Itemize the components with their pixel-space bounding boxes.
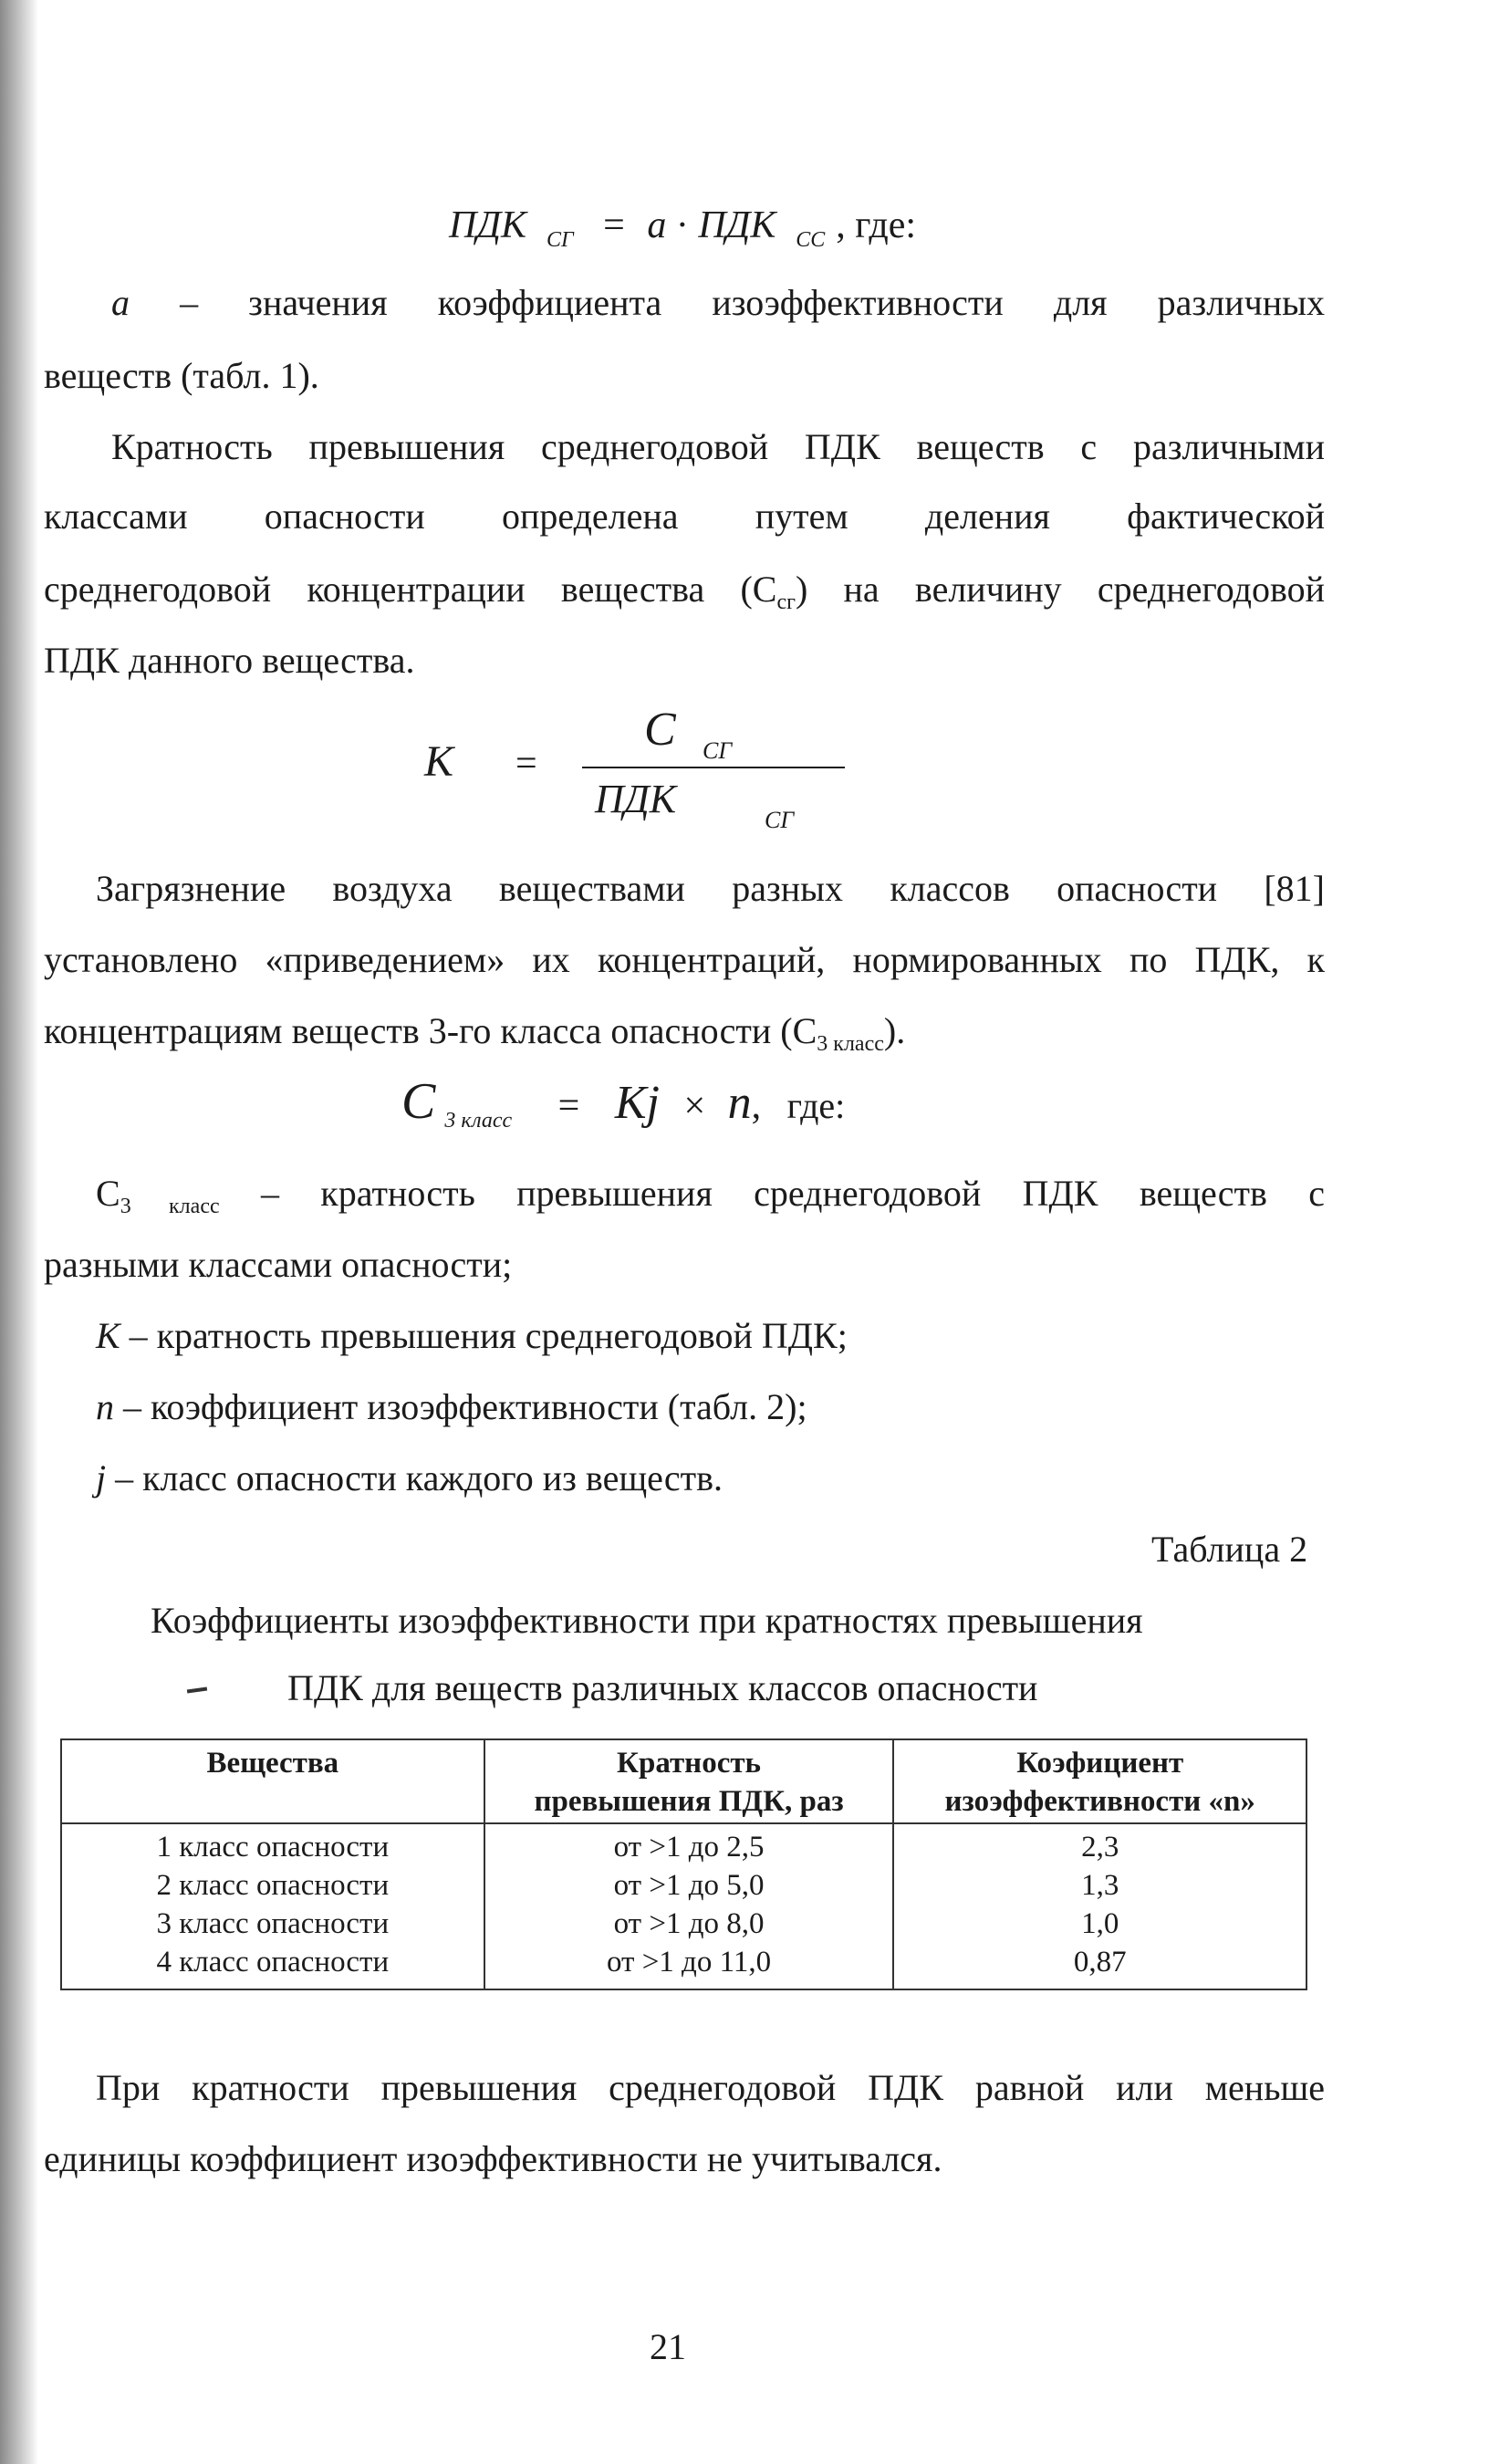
def-a-var: a	[111, 282, 130, 323]
para1-line2: классами опасности определена путем деления фактической	[44, 496, 1325, 537]
para1-line4: ПДК данного вещества.	[44, 640, 415, 681]
def-k	[96, 1314, 848, 1358]
para1-line1: Кратность превышения среднегодовой ПДК веществ с различными	[111, 426, 1325, 467]
def-c3-text: – кратность превышения среднегодовой ПДК веществ с	[219, 1173, 1325, 1214]
table-cell: 4 класс опасности	[61, 1943, 484, 1989]
header-coefficient	[893, 1739, 1306, 1823]
header-substances-l1: Вещества	[206, 1747, 339, 1780]
table-header-row	[61, 1739, 1306, 1823]
para3-line2: единицы коэффициент изоэффективности не учитывался.	[44, 2138, 942, 2179]
formula1-tail: , где:	[836, 204, 917, 246]
formula3-eq: =	[557, 1085, 580, 1127]
header-substances	[61, 1739, 484, 1823]
table-cell: от >1 до 5,0	[484, 1866, 894, 1905]
def-j	[96, 1456, 723, 1500]
def-n-text: – коэффициент изоэффективности (табл. 2);	[114, 1386, 807, 1427]
table2	[60, 1738, 1307, 1990]
table-cell: 1,3	[893, 1866, 1306, 1905]
header-multiplicity-l2: превышения ПДК, раз	[534, 1785, 844, 1818]
formula2-num-sub: СГ	[703, 737, 733, 764]
table-cell: 3 класс опасности	[61, 1905, 484, 1943]
para2-line3-sub: 3 класс	[817, 1032, 884, 1056]
table-cell: от >1 до 8,0	[484, 1905, 894, 1943]
table-cell: 1,0	[893, 1905, 1306, 1943]
formula3-lhs-sub: 3 класс	[444, 1109, 513, 1133]
formula1-eq: =	[603, 204, 625, 246]
def-j-var: j	[96, 1457, 107, 1498]
formula2-den-sub: СГ	[765, 807, 795, 833]
para2-line3-end: ).	[883, 1010, 906, 1051]
def-n	[96, 1385, 807, 1429]
def-c3-line1	[96, 1172, 1325, 1228]
formula3-rhs: Kj	[614, 1077, 660, 1129]
table2-label: Таблица 2	[1151, 1529, 1308, 1570]
formula3-tail: где:	[786, 1085, 846, 1126]
formula-c3	[401, 1073, 846, 1143]
table-cell: 0,87	[893, 1943, 1306, 1989]
formula-pdk-sg	[449, 203, 916, 263]
formula2-num: С	[644, 704, 676, 756]
table-row	[61, 1866, 1306, 1905]
para1-line3-a: среднегодовой концентрации вещества (С	[44, 569, 777, 610]
table-row	[61, 1823, 1306, 1866]
formula3-lhs: С	[401, 1073, 436, 1130]
def-n-var: n	[96, 1386, 114, 1427]
formula3-n: n	[727, 1077, 752, 1129]
header-coefficient-l1: Коэфициент	[1016, 1747, 1184, 1780]
def-k-var: К	[96, 1315, 120, 1356]
formula2-lhs: К	[424, 737, 453, 786]
para1-line3-b: ) на величину среднегодовой	[795, 569, 1325, 610]
para2-line2: установлено «приведением» их концентраций, нормированных по ПДК, к	[44, 939, 1325, 980]
formula1-coef: a	[647, 204, 667, 246]
table-cell: 1 класс опасности	[61, 1823, 484, 1866]
para2-line1: Загрязнение воздуха веществами разных классов опасности [81]	[96, 868, 1325, 909]
formula1-right: ПДК	[698, 204, 776, 246]
formula1-dot: ·	[675, 204, 689, 246]
formula1-left: ПДК	[449, 204, 526, 246]
table-cell: от >1 до 2,5	[484, 1823, 894, 1866]
def-c3-label: С	[96, 1173, 120, 1214]
formula3-comma: ,	[751, 1085, 762, 1127]
para2-line3	[44, 1009, 905, 1066]
def-k-text: – кратность превышения среднегодовой ПДК;	[120, 1315, 848, 1356]
para2-line3-a: концентрациям веществ 3-го класса опасности (С	[44, 1010, 817, 1051]
formula2-fraction-bar	[582, 767, 845, 768]
def-a-line2: веществ (табл. 1).	[44, 355, 319, 396]
header-multiplicity	[484, 1739, 894, 1823]
formula2-den: ПДК	[595, 777, 676, 821]
table2-caption-line1: Коэффициенты изоэффективности при кратностях превышения	[151, 1600, 1143, 1641]
def-a-text: – значения коэффициента изоэффективности для различных	[130, 282, 1325, 323]
page-number: 21	[650, 2326, 686, 2367]
def-c3-sub: 3 класс	[120, 1195, 220, 1218]
para3-line1: При кратности превышения среднегодовой ПДК равной или меньше	[96, 2067, 1325, 2108]
def-a-line1	[111, 281, 1325, 325]
stray-dash-mark	[187, 1686, 207, 1693]
table-cell: 2,3	[893, 1823, 1306, 1866]
table-row	[61, 1943, 1306, 1989]
header-coefficient-l2: изоэффективности «n»	[944, 1785, 1255, 1818]
table-row	[61, 1905, 1306, 1943]
def-c3-line2: разными классами опасности;	[44, 1244, 513, 1285]
formula1-right-sub: СС	[796, 228, 826, 252]
def-j-text: – класс опасности каждого из веществ.	[106, 1457, 723, 1498]
formula2-eq: =	[515, 743, 537, 785]
table-cell: 2 класс опасности	[61, 1866, 484, 1905]
formula3-times: ×	[683, 1085, 706, 1127]
header-multiplicity-l1: Кратность	[617, 1747, 762, 1780]
formula1-left-sub: СГ	[546, 228, 574, 252]
para1-line3	[44, 568, 1325, 624]
table2-caption-line2: ПДК для веществ различных классов опасности	[287, 1667, 1038, 1708]
table-cell: от >1 до 11,0	[484, 1943, 894, 1989]
para1-line3-sub: сг	[776, 590, 796, 614]
